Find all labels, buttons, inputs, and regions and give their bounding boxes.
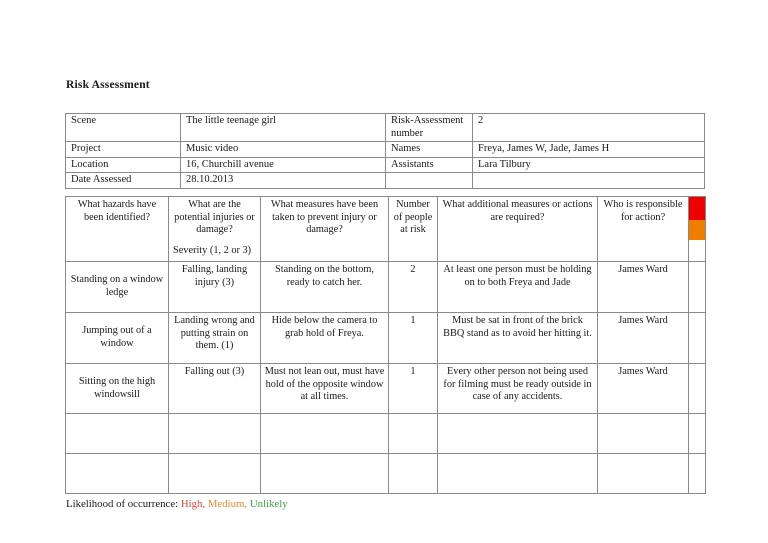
info-row-project <box>66 142 705 158</box>
legend-label: Likelihood of occurrence: <box>66 498 181 510</box>
responsible-cell: James Ward <box>598 262 689 313</box>
info-value-location: 16, Churchill avenue <box>181 157 386 173</box>
header-additional: What additional measures or actions are required? <box>438 197 598 262</box>
risk-table <box>65 196 706 494</box>
info-label-date: Date Assessed <box>66 173 181 189</box>
header-injuries <box>169 197 261 262</box>
additional-cell: At least one person must be holding on to both Freya and Jade <box>438 262 598 313</box>
number-cell: 2 <box>389 262 438 313</box>
page-title: Risk Assessment <box>66 79 150 91</box>
info-value-assistants: Lara Tilbury <box>473 157 705 173</box>
additional-cell <box>438 414 598 454</box>
info-row-scene <box>66 114 705 142</box>
hazard-cell: Jumping out of a window <box>66 313 169 364</box>
hazard-cell <box>66 414 169 454</box>
footer-legend <box>66 498 288 510</box>
risk-row-empty <box>66 414 706 454</box>
info-label-risk-number: Risk-Assessment number <box>386 114 473 142</box>
info-value-names: Freya, James W, Jade, James H <box>473 142 705 158</box>
number-cell: 1 <box>389 313 438 364</box>
info-label-location: Location <box>66 157 181 173</box>
legend-unlikely-text: Unlikely <box>249 498 288 510</box>
likelihood-cell <box>689 262 706 313</box>
info-value-date: 28.10.2013 <box>181 173 386 189</box>
info-row-location <box>66 157 705 173</box>
info-label-scene: Scene <box>66 114 181 142</box>
risk-row <box>66 262 706 313</box>
number-cell <box>389 454 438 494</box>
info-empty-cell <box>473 173 705 189</box>
info-value-project: Music video <box>181 142 386 158</box>
legend-high-swatch <box>689 197 705 220</box>
likelihood-cell <box>689 414 706 454</box>
likelihood-cell <box>689 454 706 494</box>
info-value-scene: The little teenage girl <box>181 114 386 142</box>
number-cell <box>389 414 438 454</box>
legend-high-text: High, <box>180 498 206 510</box>
likelihood-cell <box>689 364 706 414</box>
responsible-cell <box>598 414 689 454</box>
risk-row-empty <box>66 454 706 494</box>
header-hazards: What hazards have been identified? <box>66 197 169 262</box>
responsible-cell <box>598 454 689 494</box>
info-table <box>65 113 705 189</box>
additional-cell <box>438 454 598 494</box>
injury-cell <box>169 414 261 454</box>
legend-medium-text: Medium, <box>207 498 248 510</box>
injury-cell: Falling, landing injury (3) <box>169 262 261 313</box>
info-label-names: Names <box>386 142 473 158</box>
measures-cell: Hide below the camera to grab hold of Freya. <box>261 313 389 364</box>
info-empty-cell <box>386 173 473 189</box>
additional-cell: Every other person not being used for filming must be ready outside in case of any accidents. <box>438 364 598 414</box>
measures-cell <box>261 414 389 454</box>
measures-cell: Must not lean out, must have hold of the opposite window at all times. <box>261 364 389 414</box>
injury-cell: Landing wrong and putting strain on them. (1) <box>169 313 261 364</box>
responsible-cell: James Ward <box>598 313 689 364</box>
injury-cell <box>169 454 261 494</box>
info-label-assistants: Assistants <box>386 157 473 173</box>
number-cell: 1 <box>389 364 438 414</box>
hazard-cell: Sitting on the high windowsill <box>66 364 169 414</box>
header-number: Number of people at risk <box>389 197 438 262</box>
measures-cell <box>261 454 389 494</box>
risk-row <box>66 313 706 364</box>
injury-cell: Falling out (3) <box>169 364 261 414</box>
header-responsible: Who is responsible for action? <box>598 197 689 262</box>
additional-cell: Must be sat in front of the brick BBQ stand as to avoid her hitting it. <box>438 313 598 364</box>
header-injuries-text: What are the potential injuries or damage? <box>174 199 255 236</box>
header-severity-note: Severity (1, 2 or 3) <box>173 245 252 257</box>
risk-row <box>66 364 706 414</box>
legend-medium-swatch <box>689 220 705 240</box>
risk-header-row <box>66 197 706 262</box>
info-label-project: Project <box>66 142 181 158</box>
hazard-cell <box>66 454 169 494</box>
info-value-risk-number: 2 <box>473 114 705 142</box>
measures-cell: Standing on the bottom, ready to catch her. <box>261 262 389 313</box>
header-measures: What measures have been taken to prevent injury or damage? <box>261 197 389 262</box>
hazard-cell: Standing on a window ledge <box>66 262 169 313</box>
info-row-date <box>66 173 705 189</box>
likelihood-legend-cell <box>689 197 706 262</box>
responsible-cell: James Ward <box>598 364 689 414</box>
likelihood-cell <box>689 313 706 364</box>
